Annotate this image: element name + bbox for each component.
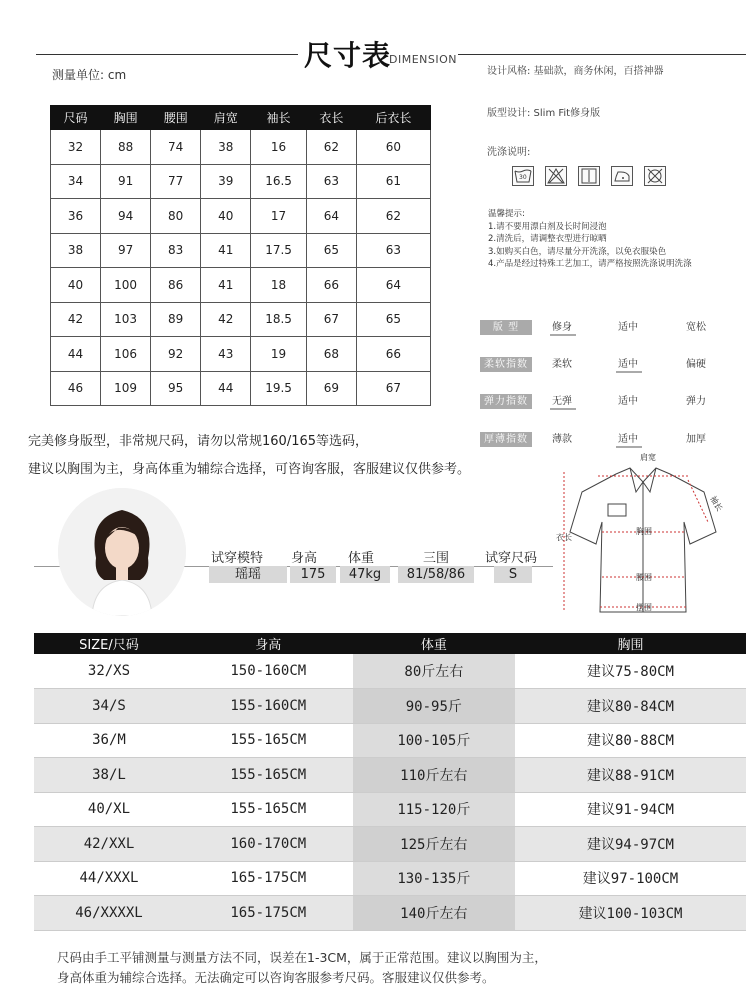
table-cell: 42 bbox=[51, 302, 101, 337]
table-cell: 63 bbox=[306, 164, 356, 199]
table-cell: 41 bbox=[201, 268, 251, 303]
shoulder-label: 肩宽 bbox=[640, 453, 656, 462]
table-row bbox=[51, 337, 431, 372]
hem-label: 摆围 bbox=[636, 603, 652, 612]
table-cell: 64 bbox=[306, 199, 356, 234]
index-selected-marker bbox=[616, 446, 642, 448]
size-table-header-cell: 肩宽 bbox=[201, 106, 251, 130]
shirt-outline-icon bbox=[570, 468, 716, 612]
index-label: 柔软指数 bbox=[480, 357, 532, 372]
table-cell: 建议91-94CM bbox=[515, 792, 746, 827]
table-cell: 建议80-88CM bbox=[515, 723, 746, 758]
table-cell: 36/M bbox=[34, 723, 184, 758]
size-table bbox=[50, 105, 431, 406]
tumble-dry-icon bbox=[578, 166, 600, 186]
index-row bbox=[480, 430, 715, 448]
size-table-header-cell: 胸围 bbox=[101, 106, 151, 130]
table-row bbox=[51, 302, 431, 337]
recommend-header-cell: 身高 bbox=[184, 633, 353, 654]
index-selected-marker bbox=[616, 371, 642, 373]
table-cell: 建议97-100CM bbox=[515, 861, 746, 896]
table-cell: 62 bbox=[306, 130, 356, 165]
table-cell: 165-175CM bbox=[184, 861, 353, 896]
size-table-header bbox=[51, 106, 431, 130]
model-header: 体重 bbox=[348, 551, 375, 566]
table-cell: 34 bbox=[51, 164, 101, 199]
table-cell: 19.5 bbox=[251, 371, 306, 406]
table-row bbox=[34, 827, 746, 862]
table-cell: 34/S bbox=[34, 689, 184, 724]
index-selected-marker bbox=[550, 334, 576, 336]
header-line-left bbox=[36, 54, 298, 55]
table-row bbox=[34, 758, 746, 793]
index-option: 宽松 bbox=[686, 322, 706, 333]
index-option: 偏硬 bbox=[686, 359, 706, 370]
table-cell: 36 bbox=[51, 199, 101, 234]
table-cell: 90-95斤 bbox=[353, 689, 515, 724]
tip-1: 1.请不要用漂白剂及长时间浸泡 bbox=[488, 221, 607, 232]
table-row bbox=[34, 689, 746, 724]
table-cell: 17.5 bbox=[251, 233, 306, 268]
index-option: 修身 bbox=[552, 322, 572, 333]
table-cell: 67 bbox=[356, 371, 430, 406]
table-row bbox=[51, 371, 431, 406]
size-table-header-cell: 腰围 bbox=[151, 106, 201, 130]
table-cell: 69 bbox=[306, 371, 356, 406]
table-cell: 86 bbox=[151, 268, 201, 303]
index-row bbox=[480, 318, 715, 336]
table-cell: 140斤左右 bbox=[353, 896, 515, 931]
table-cell: 165-175CM bbox=[184, 896, 353, 931]
table-cell: 100-105斤 bbox=[353, 723, 515, 758]
recommend-table-header bbox=[34, 633, 746, 654]
table-cell: 60 bbox=[356, 130, 430, 165]
table-cell: 66 bbox=[356, 337, 430, 372]
table-row bbox=[34, 861, 746, 896]
tip-3: 3.如购买白色，请尽量分开洗涤，以免衣服染色 bbox=[488, 246, 667, 257]
table-cell: 建议80-84CM bbox=[515, 689, 746, 724]
index-option: 无弹 bbox=[552, 396, 572, 407]
index-option: 加厚 bbox=[686, 434, 706, 445]
index-option: 适中 bbox=[618, 434, 638, 445]
table-cell: 建议75-80CM bbox=[515, 654, 746, 689]
table-cell: 40/XL bbox=[34, 792, 184, 827]
model-value: 175 bbox=[290, 566, 336, 583]
table-cell: 32/XS bbox=[34, 654, 184, 689]
table-cell: 74 bbox=[151, 130, 201, 165]
table-cell: 83 bbox=[151, 233, 201, 268]
table-cell: 38 bbox=[201, 130, 251, 165]
table-cell: 155-165CM bbox=[184, 758, 353, 793]
table-cell: 建议94-97CM bbox=[515, 827, 746, 862]
sleeve-label: 袖长 bbox=[708, 494, 725, 513]
model-value: 81/58/86 bbox=[398, 566, 474, 583]
table-cell: 94 bbox=[101, 199, 151, 234]
table-cell: 65 bbox=[306, 233, 356, 268]
table-cell: 62 bbox=[356, 199, 430, 234]
footer-line-1: 尺码由手工平铺测量与测量方法不同，误差在1-3CM，属于正常范围。建议以胸围为主， bbox=[57, 950, 547, 965]
table-cell: 88 bbox=[101, 130, 151, 165]
table-cell: 38 bbox=[51, 233, 101, 268]
table-cell: 46 bbox=[51, 371, 101, 406]
table-cell: 32 bbox=[51, 130, 101, 165]
shirt-diagram bbox=[548, 452, 738, 622]
iron-low-icon bbox=[611, 166, 633, 186]
table-cell: 18 bbox=[251, 268, 306, 303]
table-row bbox=[34, 792, 746, 827]
model-avatar bbox=[58, 488, 186, 616]
wash-icons bbox=[512, 166, 666, 186]
table-row bbox=[51, 199, 431, 234]
table-row bbox=[34, 723, 746, 758]
table-cell: 43 bbox=[201, 337, 251, 372]
note-line-1: 完美修身版型，非常规尺码，请勿以常规160/165等选码， bbox=[28, 434, 369, 449]
page-title: 尺寸表 bbox=[304, 39, 392, 72]
table-cell: 80斤左右 bbox=[353, 654, 515, 689]
table-cell: 42/XXL bbox=[34, 827, 184, 862]
index-row bbox=[480, 355, 715, 373]
table-cell: 41 bbox=[201, 233, 251, 268]
table-cell: 39 bbox=[201, 164, 251, 199]
recommend-table bbox=[34, 633, 746, 931]
table-cell: 16 bbox=[251, 130, 306, 165]
table-cell: 44 bbox=[51, 337, 101, 372]
table-row bbox=[51, 130, 431, 165]
index-option: 适中 bbox=[618, 322, 638, 333]
table-cell: 106 bbox=[101, 337, 151, 372]
model-value: S bbox=[494, 566, 532, 583]
size-table-header-cell: 后衣长 bbox=[356, 106, 430, 130]
table-cell: 155-160CM bbox=[184, 689, 353, 724]
tip-4: 4.产品是经过特殊工艺加工，请严格按照洗涤说明洗涤 bbox=[488, 259, 692, 269]
table-cell: 155-165CM bbox=[184, 792, 353, 827]
table-row bbox=[51, 164, 431, 199]
tip-2: 2.清洗后，请调整衣型进行晾晒 bbox=[488, 234, 607, 244]
table-cell: 61 bbox=[356, 164, 430, 199]
table-cell: 155-165CM bbox=[184, 723, 353, 758]
table-cell: 109 bbox=[101, 371, 151, 406]
table-cell: 16.5 bbox=[251, 164, 306, 199]
index-row bbox=[480, 392, 715, 410]
recommend-header-cell: 胸围 bbox=[515, 633, 746, 654]
table-cell: 110斤左右 bbox=[353, 758, 515, 793]
table-cell: 40 bbox=[201, 199, 251, 234]
table-row bbox=[51, 268, 431, 303]
index-option: 弹力 bbox=[686, 396, 706, 407]
table-cell: 44/XXXL bbox=[34, 861, 184, 896]
model-value: 瑶瑶 bbox=[209, 566, 287, 583]
footer-line-2: 身高体重为辅综合选择。无法确定可以咨询客服参考尺码。客服建议仅供参考。 bbox=[57, 970, 495, 985]
model-header: 试穿尺码 bbox=[485, 551, 538, 566]
table-cell: 103 bbox=[101, 302, 151, 337]
table-cell: 100 bbox=[101, 268, 151, 303]
table-cell: 66 bbox=[306, 268, 356, 303]
table-cell: 80 bbox=[151, 199, 201, 234]
table-cell: 64 bbox=[356, 268, 430, 303]
style-info: 设计风格: 基础款，商务休闲，百搭神器 bbox=[487, 66, 664, 77]
table-cell: 46/XXXXL bbox=[34, 896, 184, 931]
index-label: 弹力指数 bbox=[480, 394, 532, 409]
tips-title: 温馨提示: bbox=[488, 209, 525, 219]
index-option: 柔软 bbox=[552, 359, 572, 370]
table-cell: 115-120斤 bbox=[353, 792, 515, 827]
table-cell: 95 bbox=[151, 371, 201, 406]
recommend-header-cell: 体重 bbox=[353, 633, 515, 654]
table-cell: 91 bbox=[101, 164, 151, 199]
table-cell: 130-135斤 bbox=[353, 861, 515, 896]
table-cell: 18.5 bbox=[251, 302, 306, 337]
header-line-right bbox=[458, 54, 746, 55]
table-cell: 77 bbox=[151, 164, 201, 199]
page-subtitle: DIMENSION bbox=[389, 53, 457, 66]
table-cell: 44 bbox=[201, 371, 251, 406]
waist-label: 腰围 bbox=[636, 573, 652, 582]
table-cell: 65 bbox=[356, 302, 430, 337]
no-bleach-icon bbox=[545, 166, 567, 186]
fit-info: 版型设计: Slim Fit修身版 bbox=[487, 108, 601, 119]
model-header: 三围 bbox=[423, 551, 450, 566]
table-cell: 89 bbox=[151, 302, 201, 337]
model-photo-icon bbox=[58, 488, 186, 616]
unit-label: 测量单位: cm bbox=[52, 68, 127, 82]
index-label: 厚薄指数 bbox=[480, 432, 532, 447]
wash-30-label: 30 bbox=[519, 174, 527, 181]
index-selected-marker bbox=[550, 408, 576, 410]
recommend-header-cell: SIZE/尺码 bbox=[34, 633, 184, 654]
size-table-header-cell: 袖长 bbox=[251, 106, 306, 130]
table-cell: 38/L bbox=[34, 758, 184, 793]
index-option: 适中 bbox=[618, 396, 638, 407]
table-cell: 160-170CM bbox=[184, 827, 353, 862]
tips-block bbox=[488, 208, 692, 271]
table-cell: 67 bbox=[306, 302, 356, 337]
model-header: 试穿模特 bbox=[211, 551, 264, 566]
length-label: 衣长 bbox=[556, 533, 572, 542]
note-line-2: 建议以胸围为主，身高体重为辅综合选择，可咨询客服，客服建议仅供参考。 bbox=[28, 462, 471, 477]
table-cell: 17 bbox=[251, 199, 306, 234]
model-header: 身高 bbox=[291, 551, 318, 566]
size-table-header-cell: 衣长 bbox=[306, 106, 356, 130]
wash-30-icon bbox=[512, 166, 534, 186]
table-cell: 63 bbox=[356, 233, 430, 268]
table-row bbox=[34, 896, 746, 931]
model-value: 47kg bbox=[340, 566, 390, 583]
table-cell: 42 bbox=[201, 302, 251, 337]
table-cell: 19 bbox=[251, 337, 306, 372]
table-cell: 建议88-91CM bbox=[515, 758, 746, 793]
table-row bbox=[34, 654, 746, 689]
size-table-header-cell: 尺码 bbox=[51, 106, 101, 130]
index-option: 薄款 bbox=[552, 434, 572, 445]
index-label: 版 型 bbox=[480, 320, 532, 335]
no-dryclean-icon bbox=[644, 166, 666, 186]
chest-label: 胸围 bbox=[636, 527, 652, 536]
table-cell: 40 bbox=[51, 268, 101, 303]
table-cell: 68 bbox=[306, 337, 356, 372]
table-cell: 150-160CM bbox=[184, 654, 353, 689]
wash-title: 洗涤说明: bbox=[487, 147, 531, 158]
index-option: 适中 bbox=[618, 359, 638, 370]
table-cell: 建议100-103CM bbox=[515, 896, 746, 931]
table-cell: 125斤左右 bbox=[353, 827, 515, 862]
table-cell: 92 bbox=[151, 337, 201, 372]
table-cell: 97 bbox=[101, 233, 151, 268]
table-row bbox=[51, 233, 431, 268]
